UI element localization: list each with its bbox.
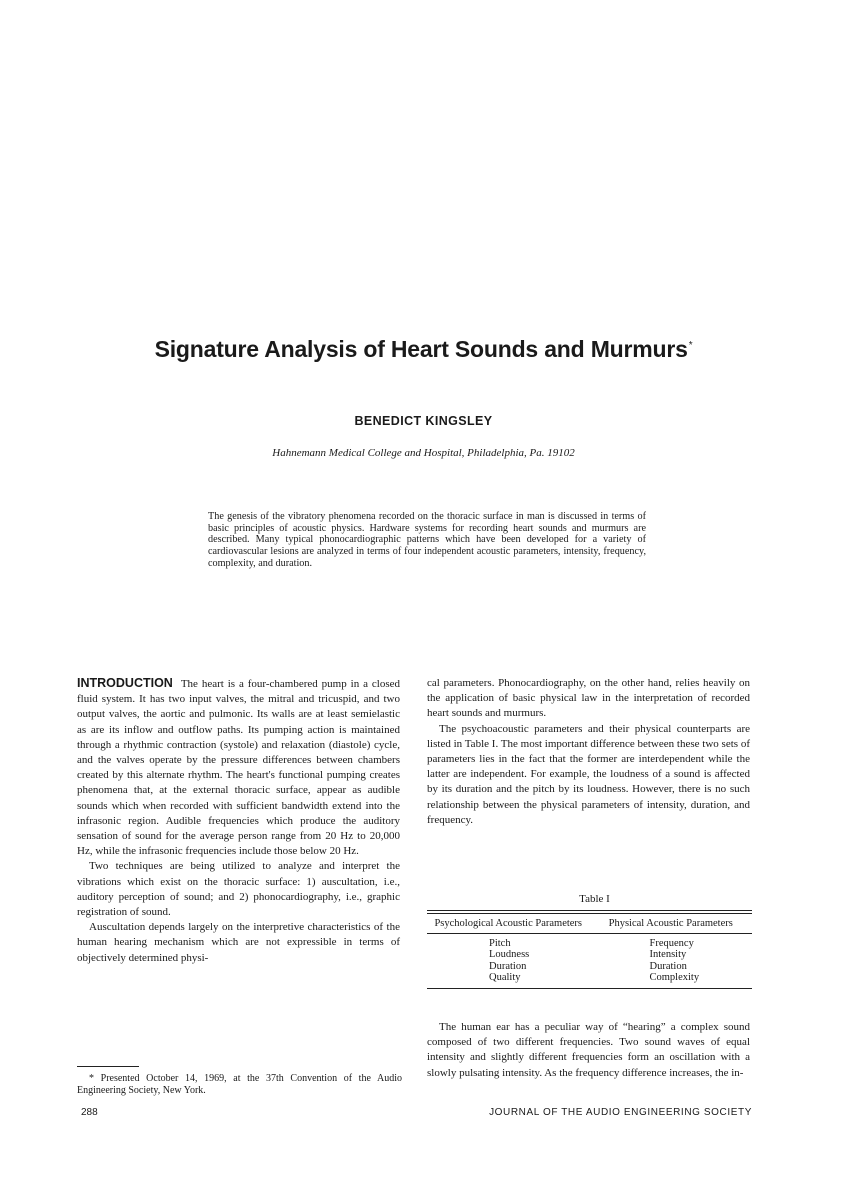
table-cell: Pitch [489,937,511,949]
table-header-rule [427,933,752,934]
page-number: 288 [81,1107,98,1118]
table-caption: Table I [579,893,610,905]
footnote-text: * Presented October 14, 1969, at the 37th Convention of the Audio Engineering Society, New York. [77,1073,402,1096]
abstract: The genesis of the vibratory phenomena recorded on the thoracic surface in man is discussed in terms of basic principles of acoustic physics. Hardware systems for recording heart sounds and murmurs are described. Many typical phonocardiographic patterns which have been developed for a variety of cardiovascular lesions are analyzed in terms of four independent acoustic parameters, intensity, frequency, complexity, and duration. [208,511,646,569]
intro-paragraph-1 [77,676,400,859]
table-bottom-rule [427,988,752,989]
table-header-row [427,914,752,933]
paper-title-text: Signature Analysis of Heart Sounds and Murmurs [154,336,688,362]
title-footnote-marker: * [688,340,693,352]
table-header-psychological: Psychological Acoustic Parameters [434,918,583,929]
table-body [427,914,752,989]
table-1 [427,893,752,989]
table-cell: Intensity [649,949,687,961]
table-cell: Loudness [489,949,530,961]
table-cell: Frequency [649,937,694,949]
table-row [427,972,752,984]
table-row [427,938,752,950]
journal-name: JOURNAL OF THE AUDIO ENGINEERING SOCIETY [489,1107,752,1118]
right-paragraph-3: The human ear has a peculiar way of “hearing” a complex sound composed of two different frequencies. Two sound waves of equal intensity and slightly different frequencies form an oscillation with a slowly pulsating intensity. As the frequency difference increases, the in- [427,1021,750,1079]
table-header-physical: Physical Acoustic Parameters [608,918,733,929]
right-column-bottom [427,1020,750,1081]
author-affiliation: Hahnemann Medical College and Hospital, Philadelphia, Pa. 19102 [272,447,575,459]
table-row [427,961,752,973]
table-cell: Duration [489,960,527,972]
right-column-top [427,676,750,828]
footnote [77,1073,402,1097]
right-paragraph-2: The psychoacoustic parameters and their physical counterparts are listed in Table I. The most important difference between these two sets of parameters lies in the fact that the former are interdependent while the latter are independent. For example, the loudness of a sound is affected by its duration and the pitch by its loudness. However, there is no such relationship between the physical parameters of intensity, duration, and frequency. [427,722,750,826]
table-row [427,949,752,961]
paper-title [0,336,847,363]
section-heading-introduction: INTRODUCTION [77,676,173,690]
table-cell: Quality [489,972,521,984]
table-cell: Complexity [649,972,700,984]
left-column [77,676,400,966]
table-cell: Duration [649,960,687,972]
footnote-rule [77,1066,139,1067]
intro-paragraph-2: Two techniques are being utilized to analyze and interpret the vibrations which exist on the thoracic surface: 1) auscultation, i.e., auditory perception of sound; and 2) phonocardiography, i.e., graphic registration of sound. [77,860,400,919]
intro-paragraph-1-text: The heart is a four-chambered pump in a closed fluid system. It has two input valves, the mitral and tricuspid, and two output valves, the aortic and pulmonic. Its walls are at least semielastic as are its inflow and outflow paths. Its pumping action is maintained through a rhythmic contraction (systole) and relaxation (diastole) cycle, and the valves operate by the pressure differences between chambers created by this alternate rhythm. The heart's functional pumping creates phenomena that, at the external thoracic surface, appear as audible sounds which when recorded with sufficient bandwidth extend into the infrasonic region. Audible frequencies which produce the auditory sensation of sound for the average person range from 20 Hz to 20,000 Hz, while the infrasonic frequencies include those below 20 Hz. [77,678,400,858]
author-name: BENEDICT KINGSLEY [354,414,493,428]
right-paragraph-1: cal parameters. Phonocardiography, on the other hand, relies heavily on the application of basic physical law in the interpretation of recorded heart sounds and murmurs. [427,677,750,720]
intro-paragraph-3: Auscultation depends largely on the interpretive characteristics of the human hearing mechanism which are not expressible in terms of objectively determined physi- [77,921,400,964]
